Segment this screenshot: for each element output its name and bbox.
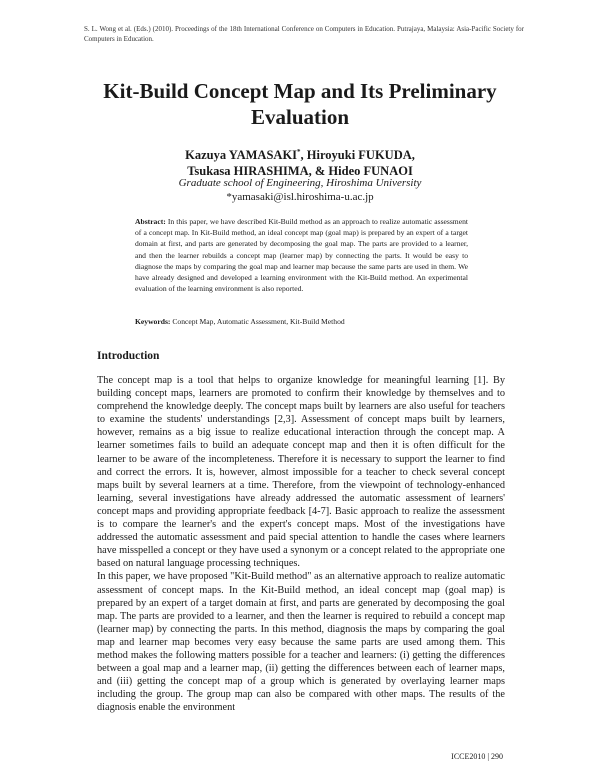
keywords-text: Concept Map, Automatic Assessment, Kit-Build Method bbox=[172, 317, 345, 326]
keywords-label: Keywords: bbox=[135, 317, 171, 326]
paragraph: In this paper, we have proposed "Kit-Build method" as an alternative approach to realize automatic assessment of concept maps. In the Kit-Build method, an ideal concept map (goal map) is prepared by an expert of a target domain at first, and parts are generated by decomposing the goal map. The parts are provided to a learner, and then the learner is required to rebuild a concept map (learner map) by connecting the parts. In this method, diagnosis the maps by comparing the goal map and learner map becomes very easy because the same parts are used among them. This method makes the following matters possible for a teacher and learners: (i) getting the differences between a goal map and a learner map, (ii) getting the differences between each of learner maps, and (iii) getting the concept map of a group which is generated by overlaying learner maps including the group. The group map can also be compared with other maps. The results of the diagnosis enable the environment bbox=[97, 571, 505, 714]
corresponding-mark: * bbox=[297, 148, 301, 156]
co-author: , Hiroyuki FUKUDA, bbox=[300, 148, 415, 163]
abstract bbox=[135, 216, 468, 294]
body-text bbox=[97, 374, 505, 714]
author-list bbox=[80, 144, 520, 179]
author-line-1 bbox=[80, 144, 520, 163]
keywords bbox=[135, 316, 468, 327]
paragraph: The concept map is a tool that helps to organize knowledge for meaningful learning [1]. By building concept maps, learners are promoted to confirm their knowledge by themselves and to comprehend the knowledge deeply. The concept maps built by learners are also useful for teachers to examine the students' understandings [2,3]. Assessment of concept maps built by learners, however, remains as a big issue to realize educational interaction through the concept map. A learner sometimes fails to build an adequate concept map and then it is often difficult for the learner to be aware of the incompleteness. Therefore it is necessary to support the learner to find and correct the errors. It is, however, almost impossible for a teacher to check several concept maps built by several learners at a time. Therefore, from the viewpoint of technology-enhanced learning, several investigations have already addressed the automatic assessment of learners' concept maps and providing appropriate feedback [4-7]. Basic approach to realize the assessment is to compare the learner's and the expert's concept maps. Most of the investigations have addressed the automatic assessment and paid special attention to handle the cases where learners have misspelled a concept or they have used a synonym or a concept related to the appropriate one based on natural language processing techniques. bbox=[97, 375, 505, 570]
paper-title: Kit-Build Concept Map and Its Preliminary Evaluation bbox=[103, 79, 497, 129]
abstract-text: In this paper, we have described Kit-Build method as an approach to realize automatic assessment of a concept map. In Kit-Build method, an ideal concept map (goal map) is prepared by an expert of a target domain at first, and parts are generated by decomposing the goal map. The parts are provided to a learner, and then the learner rebuilds a concept map (learner map) by connecting the parts. It would be easy to diagnose the maps by comparing the goal map and learner map because the same parts are used in them. We have already designed and developed a learning environment with the Kit-Build method. An experimental evaluation of the learning environment is also reported. bbox=[135, 217, 468, 294]
section-heading: Introduction bbox=[97, 350, 160, 362]
first-author: Kazuya YAMASAKI bbox=[185, 148, 298, 163]
citation-header: S. L. Wong et al. (Eds.) (2010). Proceedings of the 18th International Conference on Computers in Education. Putrajaya, Malaysia: Asia-Pacific Society for Computers in Education. bbox=[84, 25, 524, 43]
author-line-2: Tsukasa HIRASHIMA, & Hideo FUNAOI bbox=[187, 164, 413, 179]
page-footer: ICCE2010 | 290 bbox=[451, 752, 503, 761]
email-address: *yamasaki@isl.hiroshima-u.ac.jp bbox=[226, 191, 374, 203]
affiliation: Graduate school of Engineering, Hiroshima University bbox=[178, 177, 422, 189]
abstract-label: Abstract: bbox=[135, 217, 166, 226]
